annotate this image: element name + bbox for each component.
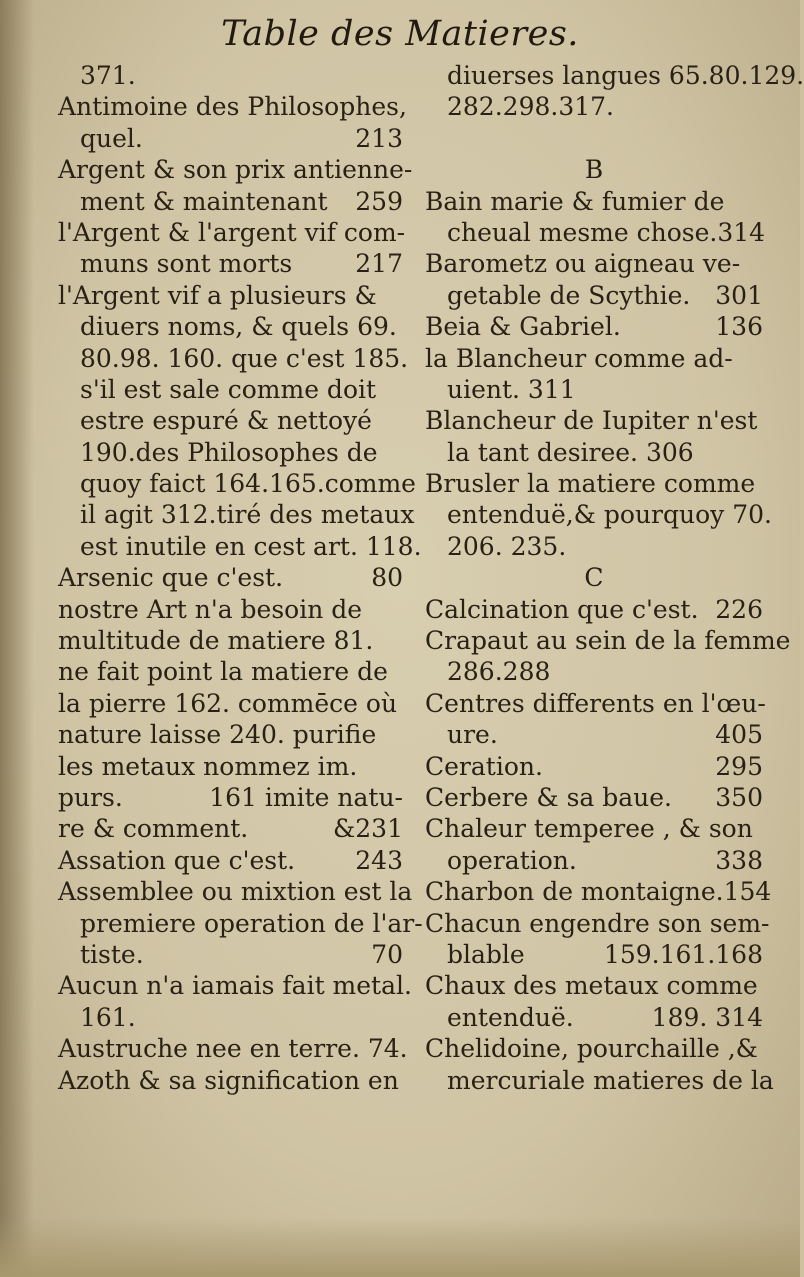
- index-line: [425, 123, 763, 154]
- index-line: Blancheur de Iupiter n'est: [425, 406, 758, 436]
- index-line: [58, 813, 403, 844]
- entry-text: Calcination que c'est.: [425, 594, 699, 624]
- index-line: [425, 1002, 763, 1033]
- entry-text: quel.: [80, 123, 143, 153]
- entry-text: re & comment.: [58, 814, 249, 844]
- index-line: 206. 235.: [447, 531, 567, 561]
- page-reference: 161 imite natu-: [209, 782, 403, 812]
- index-line: mercuriale matieres de la: [447, 1065, 774, 1095]
- index-line: Chelidoine, pourchaille ,&: [425, 1034, 758, 1064]
- page-reference: 189. 314: [651, 1002, 763, 1032]
- page-reference: 70: [371, 939, 403, 969]
- index-line: [425, 594, 763, 625]
- entry-text: Assation que c'est.: [58, 845, 296, 875]
- section-letter: B: [584, 155, 604, 185]
- index-line: [58, 562, 403, 593]
- index-line: diuerses langues 65.80.129.: [447, 61, 804, 90]
- page-reference: 314: [717, 217, 766, 247]
- index-line: [58, 782, 403, 813]
- index-line: la Blancheur comme ad-: [425, 343, 733, 373]
- index-line: premiere operation de l'ar-: [80, 908, 423, 938]
- entry-text: blable: [447, 939, 525, 969]
- index-line: Bain marie & fumier de: [425, 186, 725, 216]
- index-line: Austruche nee en terre. 74.: [58, 1034, 408, 1064]
- running-head: Table des Matieres.: [221, 14, 579, 54]
- entry-text: Beia & Gabriel.: [425, 312, 621, 342]
- index-line: [425, 280, 763, 311]
- page-reference: 213: [355, 123, 403, 153]
- index-line: [58, 123, 403, 154]
- index-line: Chaux des metaux comme: [425, 971, 758, 1001]
- index-line: Azoth & sa signification en: [58, 1065, 399, 1095]
- index-line: Argent & son prix antienne-: [58, 155, 413, 185]
- index-line: [425, 217, 766, 248]
- entry-text: getable de Scythie.: [447, 280, 691, 310]
- index-line: la pierre 162. commēce où: [58, 688, 398, 718]
- index-line: s'il est sale comme doit: [80, 374, 377, 404]
- page-reference: 159.161.168: [603, 939, 763, 969]
- entry-text: ure.: [447, 720, 498, 750]
- index-line: Charbon de montaigne.154: [425, 877, 772, 907]
- entry-text: operation.: [447, 845, 577, 875]
- index-line: Antimoine des Philosophes,: [58, 92, 407, 122]
- index-line: 282.298.317.: [447, 92, 614, 122]
- index-line: Aucun n'a iamais fait metal.: [58, 971, 412, 1001]
- index-line: uient. 311: [447, 374, 576, 404]
- page-reference: 350: [715, 782, 763, 812]
- index-line: [425, 311, 763, 342]
- index-line: [425, 751, 763, 782]
- index-line: Crapaut au sein de la femme: [425, 626, 791, 656]
- page-reference: 338: [715, 845, 763, 875]
- index-line: 161.: [80, 1002, 136, 1032]
- index-line: l'Argent & l'argent vif com-: [58, 217, 406, 247]
- page-reference: &231: [333, 814, 403, 844]
- index-line: estre espuré & nettoyé: [80, 406, 372, 436]
- index-line: [425, 719, 763, 750]
- index-line: 286.288: [447, 657, 551, 687]
- index-line: 371.: [80, 61, 136, 90]
- index-line: nostre Art n'a besoin de: [58, 594, 363, 624]
- index-line: Brusler la matiere comme: [425, 469, 756, 499]
- left-index-column: [58, 60, 423, 1096]
- index-line: la tant desiree. 306: [447, 437, 694, 467]
- page-reference: 295: [715, 751, 763, 781]
- entry-text: Ceration.: [425, 751, 543, 781]
- page-reference: 136: [715, 312, 763, 342]
- page-reference: 405: [715, 720, 763, 750]
- index-line: ne fait point la matiere de: [58, 657, 388, 687]
- page-reference: 217: [355, 249, 403, 279]
- entry-text: ment & maintenant: [80, 186, 328, 216]
- page-reference: 259: [355, 186, 403, 216]
- index-line: [425, 939, 763, 970]
- index-line: [425, 845, 763, 876]
- index-line: [58, 845, 403, 876]
- index-line: [58, 186, 403, 217]
- entry-text: purs.: [58, 782, 123, 812]
- entry-text: Arsenic que c'est.: [58, 563, 284, 593]
- index-line: Centres differents en l'œu-: [425, 688, 766, 718]
- index-line: multitude de matiere 81.: [58, 626, 374, 656]
- page-reference: 226: [715, 594, 763, 624]
- entry-text: muns sont morts: [80, 249, 293, 279]
- index-line: entenduë,& pourquoy 70.: [447, 500, 772, 530]
- index-line: nature laisse 240. purifie: [58, 720, 377, 750]
- index-line: est inutile en cest art. 118.: [80, 531, 422, 561]
- entry-text: Cerbere & sa baue.: [425, 782, 672, 812]
- index-line: l'Argent vif a plusieurs &: [58, 280, 377, 310]
- index-line: les metaux nommez im.: [58, 751, 358, 781]
- index-line: quoy faict 164.165.comme: [80, 469, 416, 499]
- index-line: 190.des Philosophes de: [80, 437, 378, 467]
- index-line: diuers noms, & quels 69.: [80, 312, 397, 342]
- right-index-column: [425, 60, 804, 1096]
- index-line: Chaleur temperee , & son: [425, 814, 753, 844]
- entry-text: entenduë.: [447, 1002, 574, 1032]
- index-line: Barometz ou aigneau ve-: [425, 249, 741, 279]
- index-line: [58, 939, 403, 970]
- index-line: il agit 312.tiré des metaux: [80, 500, 415, 530]
- section-letter: C: [584, 563, 604, 593]
- page-reference: 301: [715, 280, 763, 310]
- page-reference: 243: [355, 845, 403, 875]
- entry-text: cheual mesme chose.: [447, 217, 718, 247]
- index-line: Assemblee ou mixtion est la: [58, 877, 413, 907]
- index-line: [58, 248, 403, 279]
- entry-text: tiste.: [80, 939, 144, 969]
- index-line: [425, 782, 763, 813]
- index-line: Chacun engendre son sem-: [425, 908, 770, 938]
- page-reference: 80: [371, 563, 403, 593]
- index-line: 80.98. 160. que c'est 185.: [80, 343, 409, 373]
